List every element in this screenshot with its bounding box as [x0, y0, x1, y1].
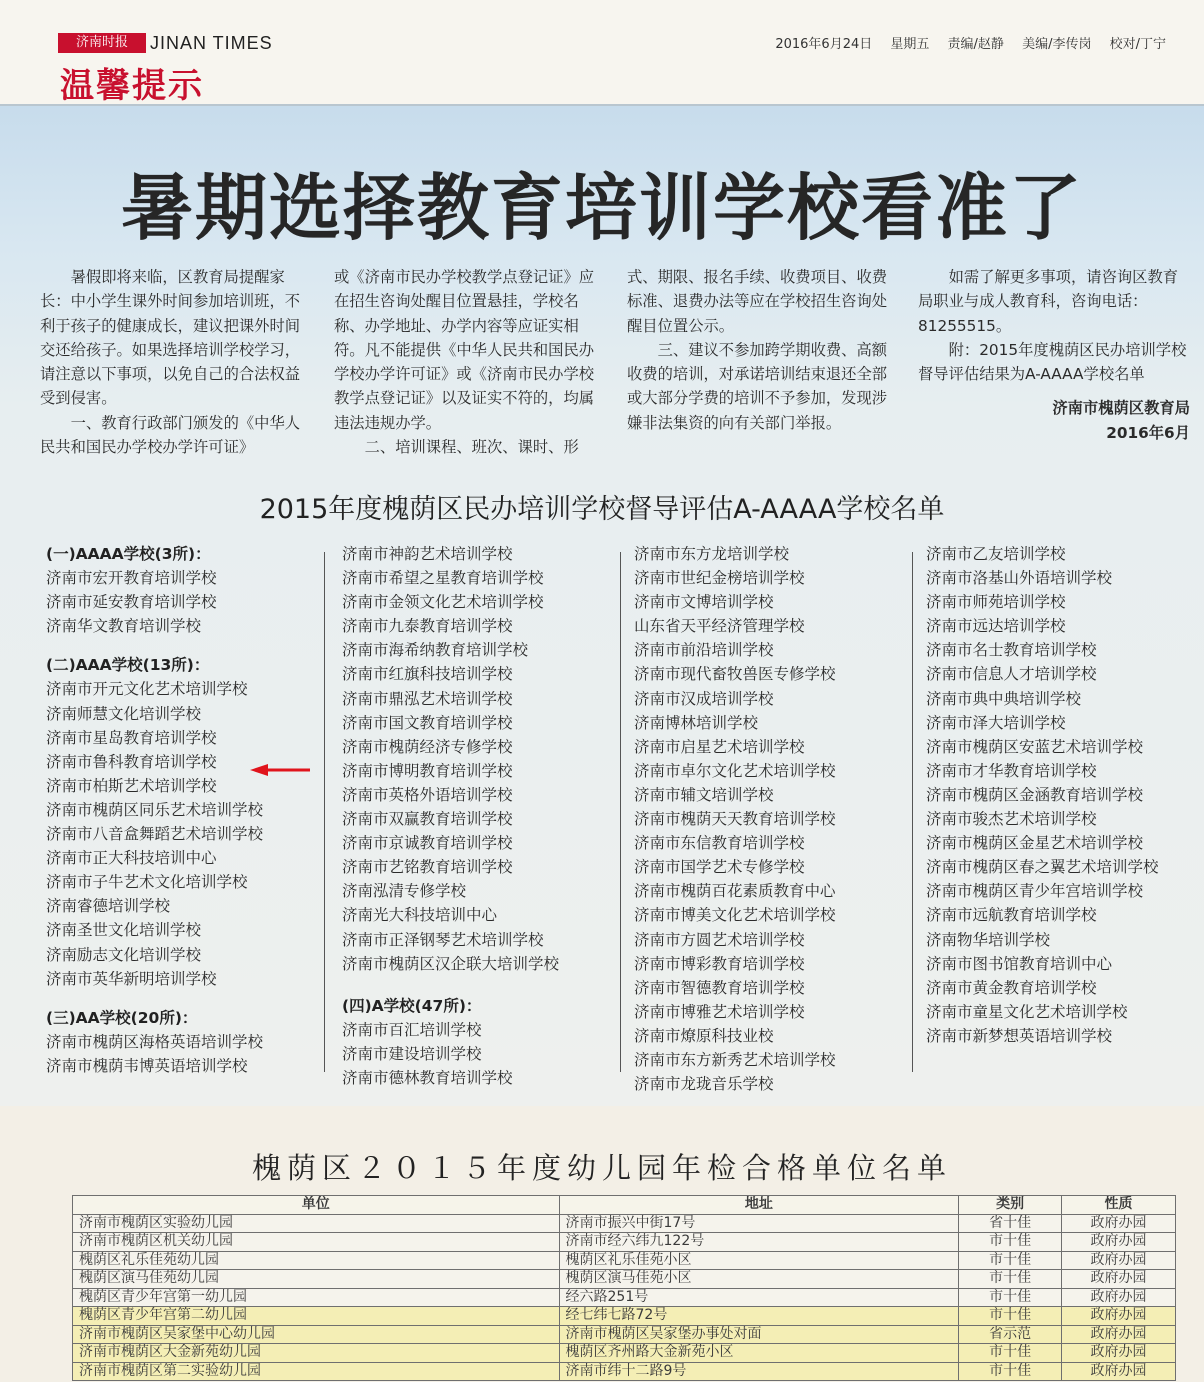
school-name: 济南市双赢教育培训学校	[342, 810, 513, 829]
school-name: 济南市师苑培训学校	[926, 593, 1066, 612]
aaaa-list	[46, 566, 263, 638]
school-name: 济南市新梦想英语培训学校	[926, 1026, 1113, 1045]
signature-org: 济南市槐荫区教育局	[1052, 399, 1190, 418]
intro-paragraph: 如需了解更多事项，请咨询区教育局职业与成人教育科，咨询电话：81255515。	[918, 268, 1179, 335]
table-cell: 槐荫区演马佳苑幼儿园	[73, 1270, 560, 1289]
school-name: 济南市建设培训学校	[342, 1044, 482, 1063]
school-name: 济南市子牛艺术文化培训学校	[46, 873, 248, 892]
school-name: 济南市文博培训学校	[634, 593, 774, 612]
school-name: 济南市东方龙培训学校	[634, 545, 790, 563]
table-cell: 市十佳	[959, 1270, 1062, 1289]
school-name: 济南市图书馆教育培训中心	[926, 954, 1113, 973]
column-divider	[912, 552, 913, 1072]
table-cell: 济南市纬十二路9号	[559, 1362, 959, 1381]
school-list-title: 2015年度槐荫区民办培训学校督导评估A-AAAA学校名单	[259, 494, 945, 525]
school-name: 济南市槐荫区海格英语培训学校	[46, 1032, 264, 1051]
table-header-row	[73, 1196, 1176, 1215]
school-name: 济南物华培训学校	[926, 930, 1051, 949]
column-header: 类别	[959, 1196, 1062, 1215]
school-name: 济南华文教育培训学校	[46, 617, 202, 636]
table-cell: 济南市槐荫区实验幼儿园	[73, 1214, 560, 1233]
school-column-4	[926, 542, 1159, 1048]
school-name: 济南市洛基山外语培训学校	[926, 569, 1113, 588]
table-cell: 经七纬七路72号	[559, 1307, 959, 1326]
table-cell: 政府办园	[1062, 1233, 1176, 1252]
school-name: 济南市燎原科技业校	[634, 1026, 774, 1045]
editor-credit: 责编/赵静	[947, 37, 1004, 52]
school-name: 济南市槐荫区金星艺术培训学校	[926, 834, 1144, 853]
brand-name: JINAN TIMES	[150, 33, 273, 53]
school-name: 济南圣世文化培训学校	[46, 921, 202, 940]
table-cell: 济南市经六纬九122号	[559, 1233, 959, 1252]
school-name: 济南市博彩教育培训学校	[634, 954, 805, 973]
table-row	[73, 1288, 1176, 1307]
table-cell: 政府办园	[1062, 1288, 1176, 1307]
category-heading: (四)A学校(47所)：	[342, 996, 482, 1015]
table-cell: 政府办园	[1062, 1344, 1176, 1363]
school-name: 济南市博雅艺术培训学校	[634, 1002, 805, 1021]
newspaper-logo: 济南时报	[58, 33, 146, 53]
red-arrow-marker	[250, 764, 310, 776]
school-name: 济南市槐荫天天教育培训学校	[634, 810, 836, 829]
a-list	[634, 542, 836, 1096]
table-cell: 济南市槐荫区吴家堡办事处对面	[559, 1325, 959, 1344]
table-cell: 政府办园	[1062, 1270, 1176, 1289]
table-cell: 经六路251号	[559, 1288, 959, 1307]
table-cell: 市十佳	[959, 1251, 1062, 1270]
table-cell: 市十佳	[959, 1288, 1062, 1307]
school-name: 济南市卓尔文化艺术培训学校	[634, 761, 836, 780]
school-name: 济南市鲁科教育培训学校	[46, 752, 217, 771]
school-name: 济南市鼎泓艺术培训学校	[342, 689, 513, 708]
school-name: 济南市英格外语培训学校	[342, 785, 513, 804]
school-name: 济南市方圆艺术培训学校	[634, 930, 805, 949]
kindergarten-title: 槐荫区２０１５年度幼儿园年检合格单位名单	[251, 1151, 952, 1185]
table-cell: 市十佳	[959, 1233, 1062, 1252]
school-name: 济南市泽大培训学校	[926, 713, 1066, 732]
table-row	[73, 1270, 1176, 1289]
column-header: 单位	[73, 1196, 560, 1215]
table-row	[73, 1307, 1176, 1326]
a-list	[342, 1018, 559, 1090]
table-cell: 槐荫区礼乐佳苑幼儿园	[73, 1251, 560, 1270]
table-cell: 槐荫区青少年宫第一幼儿园	[73, 1288, 560, 1307]
school-name: 济南市东信教育培训学校	[634, 834, 805, 853]
intro-column-2	[334, 265, 605, 459]
school-name: 济南市远达培训学校	[926, 617, 1066, 636]
table-cell: 政府办园	[1062, 1325, 1176, 1344]
table-cell: 槐荫区礼乐佳苑小区	[559, 1251, 959, 1270]
table-cell: 市十佳	[959, 1344, 1062, 1363]
table-cell: 政府办园	[1062, 1214, 1176, 1233]
school-name: 济南睿德培训学校	[46, 897, 171, 916]
category-heading: (二)AAA学校(13所)：	[46, 656, 210, 675]
table-cell: 省示范	[959, 1325, 1062, 1344]
column-header: 地址	[559, 1196, 959, 1215]
column-divider	[620, 552, 621, 1072]
column-header: 性质	[1062, 1196, 1176, 1215]
designer-credit: 美编/李传岗	[1022, 37, 1092, 52]
school-name: 济南市宏开教育培训学校	[46, 569, 217, 588]
table-cell: 槐荫区青少年宫第二幼儿园	[73, 1307, 560, 1326]
school-name: 山东省天平经济管理学校	[634, 617, 805, 636]
intro-column-4	[918, 265, 1190, 445]
school-name: 济南市柏斯艺术培训学校	[46, 776, 217, 795]
school-name: 济南市槐荫区安蓝艺术培训学校	[926, 737, 1144, 756]
school-name: 济南市槐荫区同乐艺术培训学校	[46, 800, 264, 819]
school-column-2	[342, 542, 559, 1090]
school-name: 济南市八音盒舞蹈艺术培训学校	[46, 825, 264, 844]
school-name: 济南市星岛教育培训学校	[46, 728, 217, 747]
intro-paragraph: 二、培训课程、班次、课时、形	[364, 438, 579, 457]
issue-weekday: 星期五	[890, 37, 930, 52]
school-name: 济南市乙友培训学校	[926, 545, 1066, 563]
page-meta	[761, 33, 1166, 52]
category-heading: (三)AA学校(20所)：	[46, 1008, 198, 1027]
table-cell: 济南市槐荫区吴家堡中心幼儿园	[73, 1325, 560, 1344]
table-cell: 济南市槐荫区大金新苑幼儿园	[73, 1344, 560, 1363]
intro-paragraph: 式、期限、报名手续、收费项目、收费标准、退费办法等应在学校招生咨询处醒目位置公示。	[627, 268, 888, 335]
school-name: 济南市槐荫经济专修学校	[342, 737, 513, 756]
page-header	[0, 0, 1204, 106]
column-divider	[324, 552, 325, 1072]
school-name: 济南市希望之星教育培训学校	[342, 569, 544, 588]
table-cell: 省十佳	[959, 1214, 1062, 1233]
school-name: 济南市德林教育培训学校	[342, 1068, 513, 1087]
kindergarten-table	[72, 1195, 1176, 1381]
table-row	[73, 1214, 1176, 1233]
school-name: 济南市东方新秀艺术培训学校	[634, 1050, 836, 1069]
school-name: 济南市红旗科技培训学校	[342, 665, 513, 684]
school-name: 济南市国学艺术专修学校	[634, 858, 805, 877]
a-list	[926, 542, 1159, 1048]
school-name: 济南市海希纳教育培训学校	[342, 641, 529, 660]
school-name: 济南市辅文培训学校	[634, 785, 774, 804]
school-name: 济南市博美文化艺术培训学校	[634, 906, 836, 925]
school-name: 济南市前沿培训学校	[634, 641, 774, 660]
school-name: 济南市京诚教育培训学校	[342, 834, 513, 853]
school-name: 济南市骏杰艺术培训学校	[926, 810, 1097, 829]
school-column-1	[46, 542, 263, 1078]
school-name: 济南市艺铭教育培训学校	[342, 858, 513, 877]
school-name: 济南市英华新明培训学校	[46, 969, 217, 988]
section-title: 温馨提示	[60, 66, 204, 106]
school-name: 济南市槐荫区金涵教育培训学校	[926, 785, 1144, 804]
table-row	[73, 1344, 1176, 1363]
aa-list	[342, 542, 559, 976]
school-name: 济南励志文化培训学校	[46, 945, 202, 964]
intro-paragraph: 暑假即将来临，区教育局提醒家长：中小学生课外时间参加培训班，不利于孩子的健康成长，建议把课外时间交还给孩子。如果选择培训学校学习，请注意以下事项，以免自己的合法权益受到侵害。	[40, 268, 301, 408]
school-name: 济南市槐荫区汉企联大培训学校	[342, 954, 560, 973]
aa-list	[46, 1030, 263, 1078]
table-cell: 政府办园	[1062, 1307, 1176, 1326]
table-row	[73, 1251, 1176, 1270]
school-name: 济南市九泰教育培训学校	[342, 617, 513, 636]
school-name: 济南市信息人才培训学校	[926, 665, 1097, 684]
school-name: 济南市典中典培训学校	[926, 689, 1082, 708]
intro-column-1	[40, 265, 311, 459]
school-name: 济南市启星艺术培训学校	[634, 737, 805, 756]
school-name: 济南市龙珑音乐学校	[634, 1075, 774, 1094]
table-cell: 槐荫区演马佳苑小区	[559, 1270, 959, 1289]
school-name: 济南市国文教育培训学校	[342, 713, 513, 732]
table-cell: 政府办园	[1062, 1251, 1176, 1270]
kindergarten-table-body	[73, 1214, 1176, 1381]
school-name: 济南市百汇培训学校	[342, 1020, 482, 1039]
school-name: 济南市博明教育培训学校	[342, 761, 513, 780]
table-cell: 济南市振兴中街17号	[559, 1214, 959, 1233]
table-cell: 槐荫区齐州路大金新苑小区	[559, 1344, 959, 1363]
intro-paragraph: 三、建议不参加跨学期收费、高额收费的培训，对承诺培训结束退还全部或大部分学费的培训不予参加，发现涉嫌非法集资的向有关部门举报。	[627, 340, 888, 432]
proofreader-credit: 校对/丁宁	[1109, 37, 1166, 52]
school-name: 济南市智德教育培训学校	[634, 978, 805, 997]
table-cell: 市十佳	[959, 1307, 1062, 1326]
school-name: 济南市正大科技培训中心	[46, 849, 217, 868]
aaa-list	[46, 677, 263, 990]
table-row	[73, 1325, 1176, 1344]
headline: 暑期选择教育培训学校看准了	[120, 166, 1083, 250]
school-name: 济南市金领文化艺术培训学校	[342, 593, 544, 612]
intro-paragraph: 附：2015年度槐荫区民办培训学校督导评估结果为A-AAAA学校名单	[918, 340, 1187, 384]
school-name: 济南市槐荫区春之翼艺术培训学校	[926, 858, 1159, 877]
table-row	[73, 1362, 1176, 1381]
intro-paragraph: 或《济南市民办学校教学点登记证》应在招生咨询处醒目位置悬挂，学校名称、办学地址、办学内容等应证实相符。凡不能提供《中华人民共和国民办学校办学许可证》或《济南市民办学校教学点登记证》以及证实不符的，均属违法违规办学。	[334, 268, 595, 432]
school-name: 济南市正泽钢琴艺术培训学校	[342, 930, 544, 949]
intro-column-3	[627, 265, 898, 435]
school-name: 济南市童星文化艺术培训学校	[926, 1002, 1128, 1021]
school-name: 济南博林培训学校	[634, 713, 759, 732]
school-name: 济南市汉成培训学校	[634, 689, 774, 708]
school-name: 济南市槐荫区青少年宫培训学校	[926, 882, 1144, 901]
table-cell: 济南市槐荫区机关幼儿园	[73, 1233, 560, 1252]
school-name: 济南市槐荫韦博英语培训学校	[46, 1056, 248, 1075]
school-name: 济南市远航教育培训学校	[926, 906, 1097, 925]
school-name: 济南市槐荫百花素质教育中心	[634, 882, 836, 901]
school-name: 济南市才华教育培训学校	[926, 761, 1097, 780]
school-name: 济南泓清专修学校	[342, 882, 467, 901]
table-row	[73, 1233, 1176, 1252]
school-name: 济南光大科技培训中心	[342, 906, 498, 925]
signature-date: 2016年6月	[1106, 423, 1190, 442]
category-heading: (一)AAAA学校(3所)：	[46, 545, 211, 563]
school-name: 济南市黄金教育培训学校	[926, 978, 1097, 997]
school-name: 济南市延安教育培训学校	[46, 593, 217, 612]
issue-date: 2016年6月24日	[775, 37, 873, 52]
school-name: 济南市世纪金榜培训学校	[634, 569, 805, 588]
table-cell: 济南市槐荫区第二实验幼儿园	[73, 1362, 560, 1381]
intro-paragraph: 一、教育行政部门颁发的《中华人民共和国民办学校办学许可证》	[40, 413, 301, 457]
school-name: 济南市名士教育培训学校	[926, 641, 1097, 660]
table-cell: 政府办园	[1062, 1362, 1176, 1381]
school-column-3	[634, 542, 836, 1096]
table-cell: 市十佳	[959, 1362, 1062, 1381]
school-name: 济南市开元文化艺术培训学校	[46, 680, 248, 699]
school-name: 济南师慧文化培训学校	[46, 704, 202, 723]
school-name: 济南市现代畜牧兽医专修学校	[634, 665, 836, 684]
school-name: 济南市神韵艺术培训学校	[342, 545, 513, 563]
